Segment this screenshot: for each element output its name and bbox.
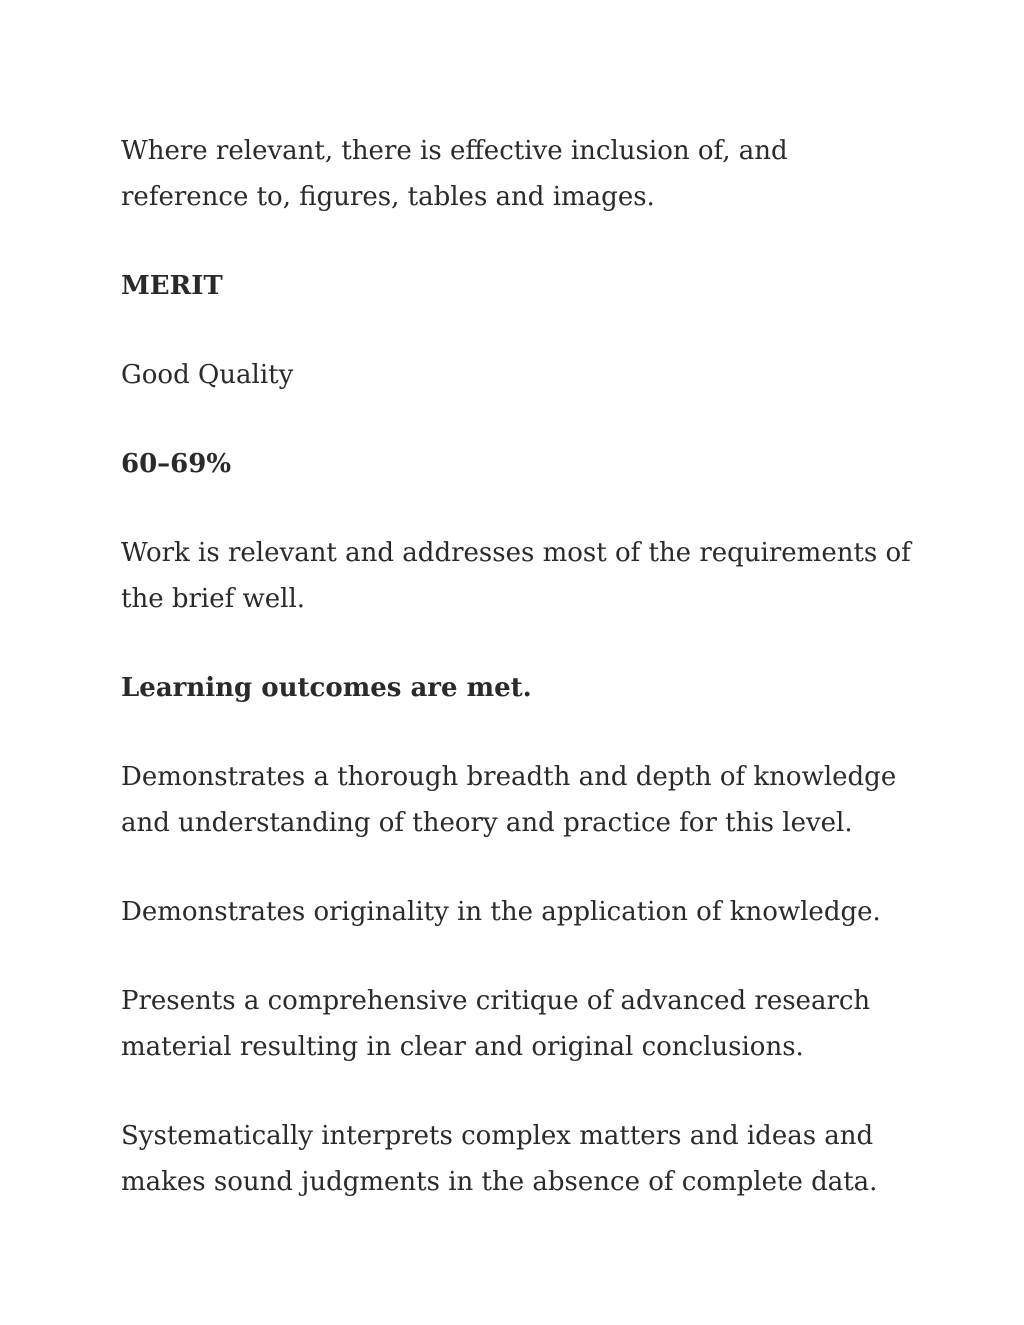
learning-outcomes-statement: Learning outcomes are met.: [121, 673, 532, 703]
paragraph-critique: Presents a comprehensive critique of advanced research material resulting in clear and original conclusions.: [121, 986, 871, 1062]
grade-percentage-range: 60–69%: [121, 449, 232, 479]
paragraph-knowledge-understanding: Demonstrates a thorough breadth and depth of knowledge and understanding of theory and practice for this level.: [121, 762, 897, 838]
paragraph-figures-tables-images: Where relevant, there is effective inclusion of, and reference to, figures, tables and images.: [121, 136, 788, 212]
paragraph-originality: Demonstrates originality in the application of knowledge.: [121, 897, 881, 927]
paragraph-interprets-complex-matters: Systematically interprets complex matters and ideas and makes sound judgments in the absence of complete data.: [121, 1121, 878, 1197]
grade-heading-merit: MERIT: [121, 271, 223, 301]
paragraph-brief-requirements: Work is relevant and addresses most of the requirements of the brief well.: [121, 538, 911, 614]
document-page: [121, 128, 921, 1248]
grade-quality-label: Good Quality: [121, 360, 294, 390]
